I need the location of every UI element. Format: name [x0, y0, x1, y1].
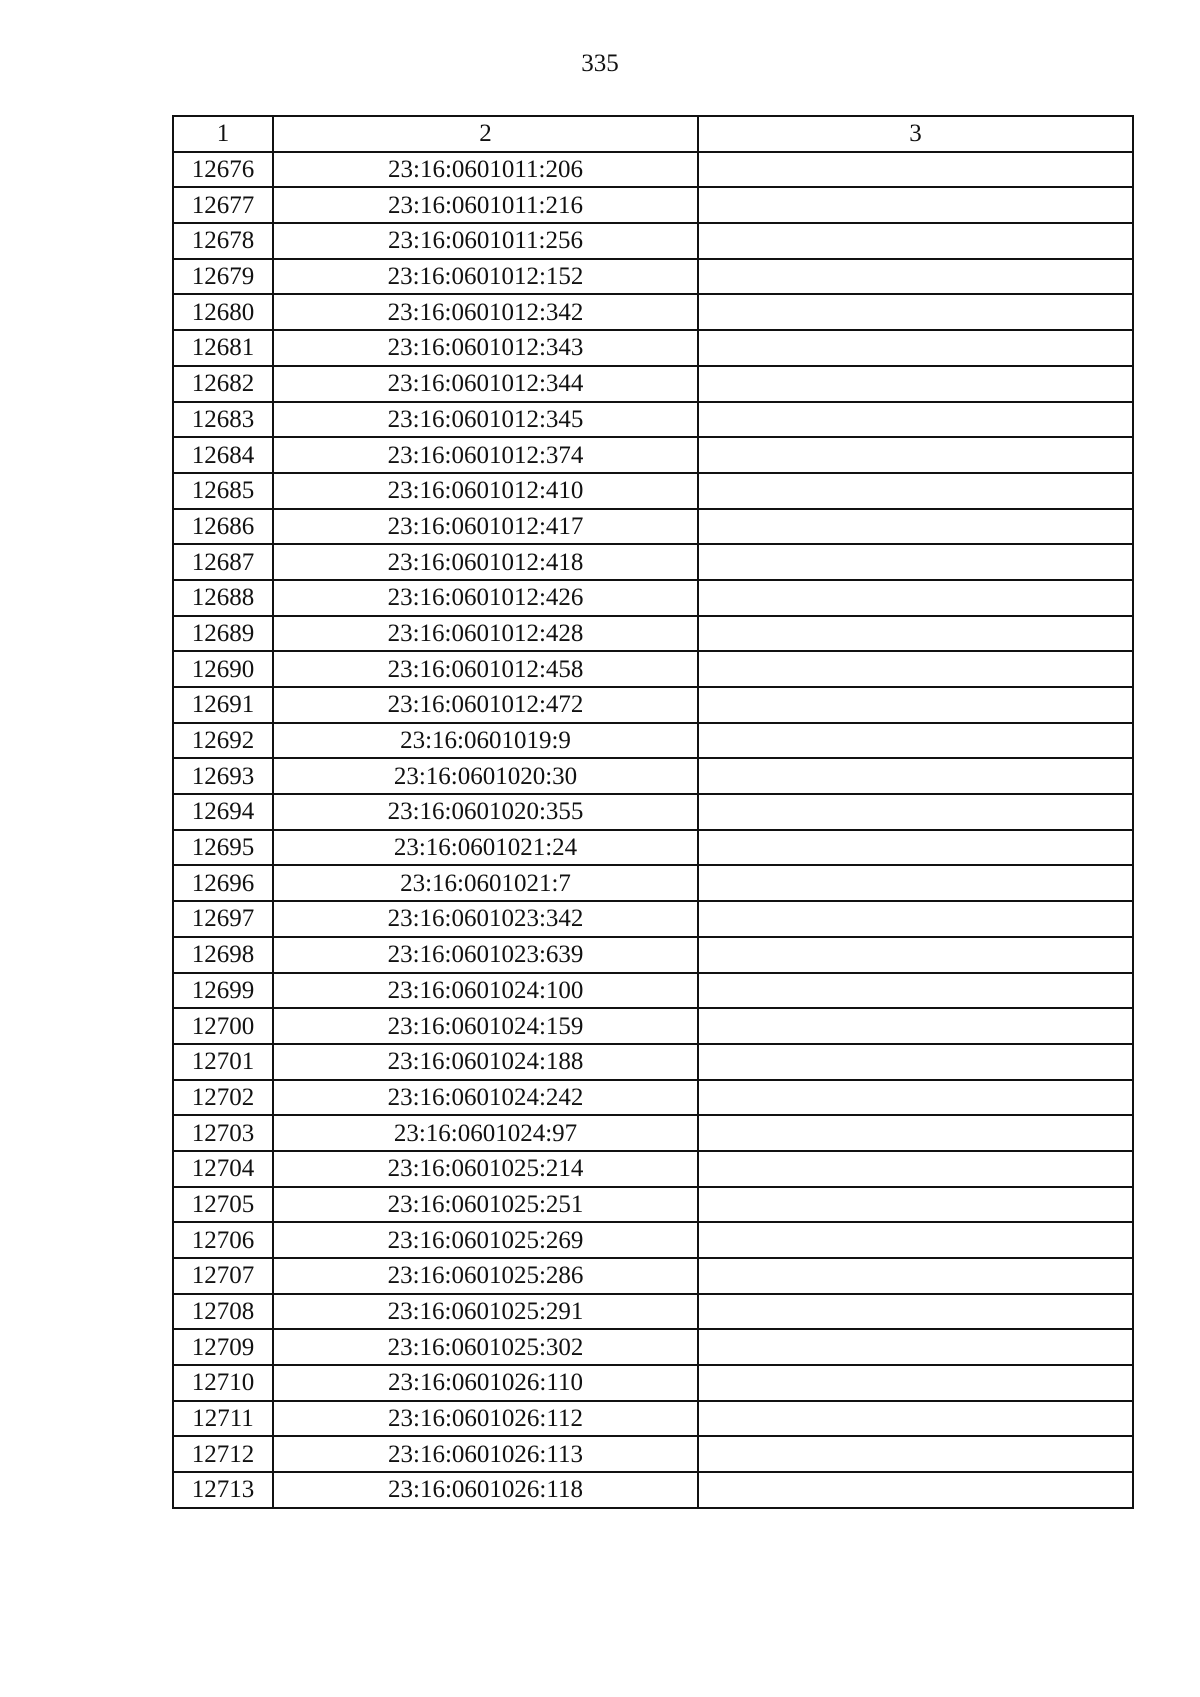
- note-cell: [698, 294, 1133, 330]
- cadastral-number-cell: 23:16:0601025:302: [273, 1329, 698, 1365]
- row-number-cell: 12709: [173, 1329, 273, 1365]
- table-row: [173, 830, 1133, 866]
- cadastral-number-cell: 23:16:0601025:214: [273, 1151, 698, 1187]
- row-number-cell: 12710: [173, 1365, 273, 1401]
- note-cell: [698, 901, 1133, 937]
- table-row: [173, 651, 1133, 687]
- row-number-cell: 12699: [173, 973, 273, 1009]
- row-number-cell: 12682: [173, 366, 273, 402]
- table-row: [173, 1365, 1133, 1401]
- cadastral-number-cell: 23:16:0601012:417: [273, 509, 698, 545]
- table-row: [173, 473, 1133, 509]
- note-cell: [698, 1044, 1133, 1080]
- note-cell: [698, 794, 1133, 830]
- note-cell: [698, 509, 1133, 545]
- cadastral-number-cell: 23:16:0601026:113: [273, 1436, 698, 1472]
- row-number-cell: 12705: [173, 1187, 273, 1223]
- row-number-cell: 12680: [173, 294, 273, 330]
- note-cell: [698, 1258, 1133, 1294]
- cadastral-number-cell: 23:16:0601024:159: [273, 1008, 698, 1044]
- note-cell: [698, 1222, 1133, 1258]
- table-row: [173, 1294, 1133, 1330]
- note-cell: [698, 366, 1133, 402]
- cadastral-number-cell: 23:16:0601012:342: [273, 294, 698, 330]
- table-row: [173, 1080, 1133, 1116]
- table-row: [173, 152, 1133, 188]
- cadastral-number-cell: 23:16:0601025:286: [273, 1258, 698, 1294]
- table-row: [173, 865, 1133, 901]
- table-row: [173, 616, 1133, 652]
- row-number-cell: 12712: [173, 1436, 273, 1472]
- table-row: [173, 437, 1133, 473]
- cadastral-number-cell: 23:16:0601026:110: [273, 1365, 698, 1401]
- note-cell: [698, 1080, 1133, 1116]
- cadastral-number-cell: 23:16:0601024:100: [273, 973, 698, 1009]
- row-number-cell: 12681: [173, 330, 273, 366]
- note-cell: [698, 1187, 1133, 1223]
- note-cell: [698, 1008, 1133, 1044]
- table-row: [173, 330, 1133, 366]
- table-row: [173, 1401, 1133, 1437]
- table-row: [173, 1329, 1133, 1365]
- row-number-cell: 12695: [173, 830, 273, 866]
- note-cell: [698, 616, 1133, 652]
- note-cell: [698, 473, 1133, 509]
- row-number-cell: 12706: [173, 1222, 273, 1258]
- note-cell: [698, 865, 1133, 901]
- row-number-cell: 12689: [173, 616, 273, 652]
- row-number-cell: 12713: [173, 1472, 273, 1508]
- cadastral-number-cell: 23:16:0601012:458: [273, 651, 698, 687]
- cadastral-number-cell: 23:16:0601012:418: [273, 544, 698, 580]
- table-row: [173, 1151, 1133, 1187]
- table-row: [173, 1187, 1133, 1223]
- row-number-cell: 12707: [173, 1258, 273, 1294]
- table-row: [173, 509, 1133, 545]
- row-number-cell: 12691: [173, 687, 273, 723]
- row-number-cell: 12685: [173, 473, 273, 509]
- data-table: [172, 115, 1134, 1509]
- table-row: [173, 544, 1133, 580]
- note-cell: [698, 187, 1133, 223]
- note-cell: [698, 402, 1133, 438]
- table-header-row: [173, 116, 1133, 152]
- row-number-cell: 12696: [173, 865, 273, 901]
- cadastral-number-cell: 23:16:0601024:242: [273, 1080, 698, 1116]
- row-number-cell: 12700: [173, 1008, 273, 1044]
- column-header-2: 2: [273, 116, 698, 152]
- row-number-cell: 12697: [173, 901, 273, 937]
- cadastral-number-cell: 23:16:0601012:410: [273, 473, 698, 509]
- row-number-cell: 12711: [173, 1401, 273, 1437]
- table-row: [173, 402, 1133, 438]
- note-cell: [698, 830, 1133, 866]
- cadastral-number-cell: 23:16:0601012:426: [273, 580, 698, 616]
- row-number-cell: 12684: [173, 437, 273, 473]
- cadastral-number-cell: 23:16:0601020:30: [273, 758, 698, 794]
- row-number-cell: 12678: [173, 223, 273, 259]
- note-cell: [698, 1365, 1133, 1401]
- note-cell: [698, 1436, 1133, 1472]
- row-number-cell: 12676: [173, 152, 273, 188]
- row-number-cell: 12704: [173, 1151, 273, 1187]
- cadastral-number-cell: 23:16:0601011:216: [273, 187, 698, 223]
- table-row: [173, 1472, 1133, 1508]
- row-number-cell: 12687: [173, 544, 273, 580]
- cadastral-number-cell: 23:16:0601012:343: [273, 330, 698, 366]
- note-cell: [698, 973, 1133, 1009]
- note-cell: [698, 544, 1133, 580]
- table-row: [173, 794, 1133, 830]
- note-cell: [698, 1401, 1133, 1437]
- table-row: [173, 723, 1133, 759]
- row-number-cell: 12683: [173, 402, 273, 438]
- row-number-cell: 12698: [173, 937, 273, 973]
- note-cell: [698, 330, 1133, 366]
- cadastral-number-cell: 23:16:0601026:118: [273, 1472, 698, 1508]
- table-row: [173, 758, 1133, 794]
- note-cell: [698, 437, 1133, 473]
- cadastral-number-cell: 23:16:0601012:152: [273, 259, 698, 295]
- row-number-cell: 12703: [173, 1115, 273, 1151]
- cadastral-number-cell: 23:16:0601023:639: [273, 937, 698, 973]
- cadastral-number-cell: 23:16:0601020:355: [273, 794, 698, 830]
- table-row: [173, 223, 1133, 259]
- note-cell: [698, 1472, 1133, 1508]
- table-row: [173, 1115, 1133, 1151]
- row-number-cell: 12692: [173, 723, 273, 759]
- cadastral-number-cell: 23:16:0601025:251: [273, 1187, 698, 1223]
- cadastral-number-cell: 23:16:0601021:7: [273, 865, 698, 901]
- table-row: [173, 901, 1133, 937]
- cadastral-number-cell: 23:16:0601025:269: [273, 1222, 698, 1258]
- cadastral-number-cell: 23:16:0601012:374: [273, 437, 698, 473]
- table-row: [173, 687, 1133, 723]
- row-number-cell: 12686: [173, 509, 273, 545]
- note-cell: [698, 1151, 1133, 1187]
- row-number-cell: 12701: [173, 1044, 273, 1080]
- table-row: [173, 973, 1133, 1009]
- row-number-cell: 12690: [173, 651, 273, 687]
- table-body: [173, 152, 1133, 1508]
- cadastral-number-cell: 23:16:0601024:97: [273, 1115, 698, 1151]
- column-header-3: 3: [698, 116, 1133, 152]
- cadastral-number-cell: 23:16:0601019:9: [273, 723, 698, 759]
- cadastral-number-cell: 23:16:0601012:472: [273, 687, 698, 723]
- note-cell: [698, 758, 1133, 794]
- note-cell: [698, 580, 1133, 616]
- cadastral-number-cell: 23:16:0601023:342: [273, 901, 698, 937]
- table-row: [173, 294, 1133, 330]
- note-cell: [698, 687, 1133, 723]
- column-header-1: 1: [173, 116, 273, 152]
- cadastral-number-cell: 23:16:0601012:345: [273, 402, 698, 438]
- row-number-cell: 12702: [173, 1080, 273, 1116]
- table-row: [173, 1008, 1133, 1044]
- cadastral-number-cell: 23:16:0601026:112: [273, 1401, 698, 1437]
- table-row: [173, 1436, 1133, 1472]
- table-row: [173, 366, 1133, 402]
- row-number-cell: 12708: [173, 1294, 273, 1330]
- table-row: [173, 259, 1133, 295]
- table-row: [173, 580, 1133, 616]
- cadastral-number-cell: 23:16:0601024:188: [273, 1044, 698, 1080]
- note-cell: [698, 152, 1133, 188]
- row-number-cell: 12693: [173, 758, 273, 794]
- note-cell: [698, 223, 1133, 259]
- note-cell: [698, 937, 1133, 973]
- table-row: [173, 187, 1133, 223]
- row-number-cell: 12688: [173, 580, 273, 616]
- table-row: [173, 1222, 1133, 1258]
- cadastral-number-cell: 23:16:0601011:256: [273, 223, 698, 259]
- note-cell: [698, 259, 1133, 295]
- table-row: [173, 1258, 1133, 1294]
- note-cell: [698, 651, 1133, 687]
- row-number-cell: 12679: [173, 259, 273, 295]
- table-row: [173, 937, 1133, 973]
- table-row: [173, 1044, 1133, 1080]
- cadastral-number-cell: 23:16:0601012:344: [273, 366, 698, 402]
- note-cell: [698, 1294, 1133, 1330]
- cadastral-number-cell: 23:16:0601021:24: [273, 830, 698, 866]
- row-number-cell: 12677: [173, 187, 273, 223]
- page-number: 335: [581, 50, 619, 77]
- cadastral-number-cell: 23:16:0601025:291: [273, 1294, 698, 1330]
- cadastral-number-cell: 23:16:0601011:206: [273, 152, 698, 188]
- note-cell: [698, 1329, 1133, 1365]
- note-cell: [698, 723, 1133, 759]
- row-number-cell: 12694: [173, 794, 273, 830]
- note-cell: [698, 1115, 1133, 1151]
- cadastral-number-cell: 23:16:0601012:428: [273, 616, 698, 652]
